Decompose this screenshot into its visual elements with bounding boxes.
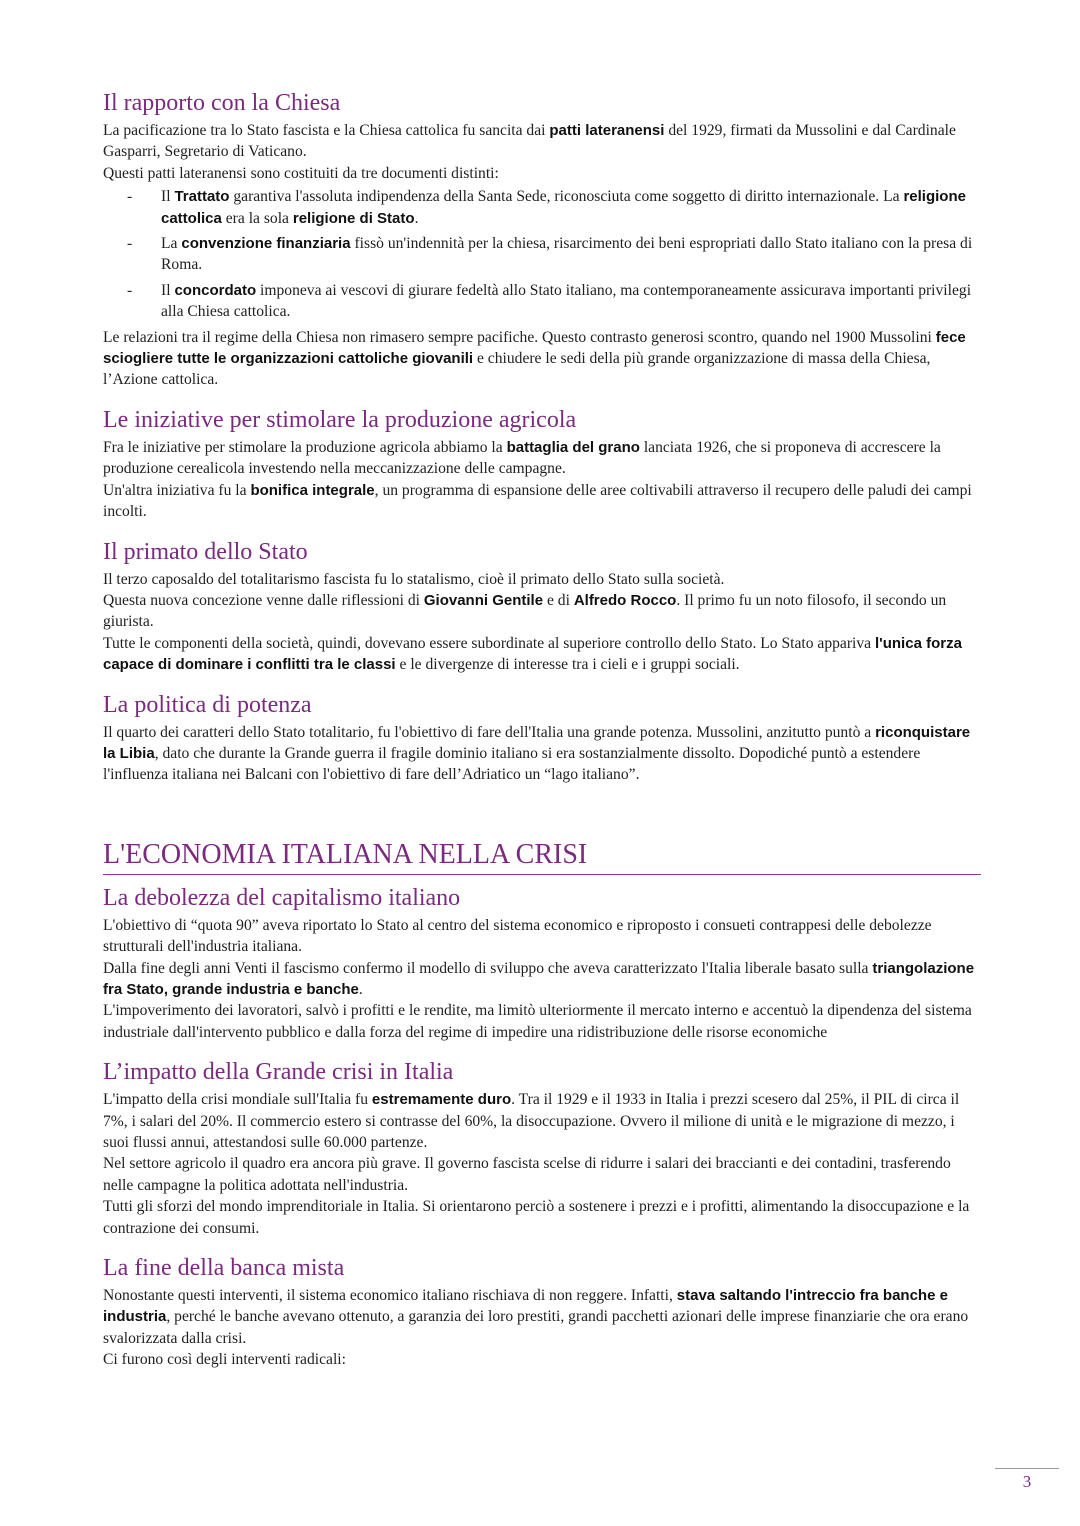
paragraph: Nonostante questi interventi, il sistema economico italiano rischiava di non reggere. Infatti, stava saltando l'intreccio fra banche e industria, perché le banche avevano ottenuto, a garanzia dei loro prestiti, grandi pacchetti azionari delle imprese finanziarie che ora erano svalorizzata dalla crisi. (103, 1287, 969, 1347)
paragraph: Questi patti lateranensi sono costituiti da tre documenti distinti: (103, 164, 499, 182)
paragraph: Nel settore agricolo il quadro era ancora più grave. Il governo fascista scelse di ridurre i salari dei braccianti e dei contadini, trasferendo nelle campagne la politica adottata nell'industria. (103, 1155, 951, 1194)
chapter-title: L'ECONOMIA ITALIANA NELLA CRISI (103, 838, 981, 875)
section-title: La politica di potenza (103, 691, 312, 718)
page-number: 3 (1022, 1472, 1032, 1491)
list-item: - Il concordato imponeva ai vescovi di giurare fedeltà allo Stato italiano, ma contemporaneamente assicurava importanti privilegi alla Chiesa cattolica. (127, 281, 972, 321)
dash-bullet: - (127, 188, 133, 206)
paragraph: Tutte le componenti della società, quindi, dovevano essere subordinate al superiore controllo dello Stato. Lo Stato appariva l'unica forza capace di dominare i conflitti tra le classi e le divergenze di interesse tra i cieli e i gruppi sociali. (103, 634, 962, 674)
section-title: La fine della banca mista (103, 1255, 345, 1282)
section-impatto-crisi (103, 1057, 981, 1239)
section-title: Le iniziative per stimolare la produzione agricola (103, 406, 577, 433)
document-page (103, 88, 981, 1385)
paragraph: Dalla fine degli anni Venti il fascismo confermo il modello di sviluppo che aveva caratterizzato l'Italia liberale basato sulla triangolazione fra Stato, grande industria e banche. (103, 959, 975, 998)
paragraph: Il terzo caposaldo del totalitarismo fascista fu lo statalismo, cioè il primato dello Stato sulla società. (103, 570, 725, 588)
section-title: La debolezza del capitalismo italiano (103, 884, 461, 911)
paragraph: Tutti gli sforzi del mondo imprenditoriale in Italia. Si orientarono perciò a sostenere i prezzi e i profitti, alimentando la disoccupazione e la contrazione dei consumi. (103, 1198, 970, 1237)
paragraph: Questa nuova concezione venne dalle riflessioni di Giovanni Gentile e di Alfredo Rocco. Il primo fu un noto filosofo, il secondo un giurista. (103, 591, 947, 631)
section-banca-mista (103, 1253, 981, 1371)
paragraph: L'impatto della crisi mondiale sull'Italia fu estremamente duro. Tra il 1929 e il 1933 in Italia i prezzi scesero dal 25%, il PIL di circa il 7%, i salari del 20%. Il commercio estero si contrasse del 60%, la disoccupazione. Ovvero il milione di unità e le migrazione di mezzo, i suoi flussi annui, attestandosi sulle 60.000 partenze. (103, 1091, 960, 1151)
section-title: Il primato dello Stato (103, 538, 308, 565)
paragraph: Un'altra iniziativa fu la bonifica integrale, un programma di espansione delle aree coltivabili attraverso il recupero delle paludi dei campi incolti. (103, 481, 972, 521)
section-politica-potenza (103, 690, 981, 786)
paragraph: Fra le iniziative per stimolare la produzione agricola abbiamo la battaglia del grano lanciata 1926, che si proponeva di accrescere la produzione cerealicola investendo nella meccanizzazione delle campagne. (103, 438, 941, 478)
list-item: - La convenzione finanziaria fissò un'indennità per la chiesa, risarcimento dei beni espropriati dallo Stato italiano con la presa di Roma. (127, 235, 973, 274)
footer-divider (995, 1468, 1059, 1469)
dash-bullet: - (127, 235, 133, 253)
paragraph: Ci furono così degli interventi radicali: (103, 1351, 346, 1369)
paragraph: L'impoverimento dei lavoratori, salvò i profitti e le rendite, ma limitò ulteriormente il mercato interno e accentuò la dipendenza del sistema industriale dall'intervento pubblico e dalla forza del regime di impedire una ridistribuzione delle risorse economiche (103, 1002, 972, 1041)
paragraph: Il quarto dei caratteri dello Stato totalitario, fu l'obiettivo di fare dell'Italia una grande potenza. Mussolini, anzitutto puntò a riconquistare la Libia, dato che durante la Grande guerra il fragile dominio italiano si era sostanzialmente dissolto. Dopodiché puntò a estendere l'influenza italiana nei Balcani con l'obiettivo di fare dell’Adriatico un “lago italiano”. (103, 723, 971, 784)
section-title: L’impatto della Grande crisi in Italia (103, 1059, 454, 1086)
section-rapporto-chiesa (103, 88, 981, 391)
list-item: - Il Trattato garantiva l'assoluta indipendenza della Santa Sede, riconosciuta come soggetto di diritto internazionale. La religione cattolica era la sola religione di Stato. (127, 188, 966, 227)
dash-bullet: - (127, 281, 133, 299)
paragraph: L'obiettivo di “quota 90” aveva riportato lo Stato al centro del sistema economico e riproposto i consueti contrappesi delle debolezze strutturali dell'industria italiana. (103, 916, 932, 956)
section-primato-stato (103, 537, 981, 676)
bullet-list (103, 186, 981, 322)
section-produzione-agricola (103, 405, 981, 523)
paragraph: La pacificazione tra lo Stato fascista e la Chiesa cattolica fu sancita dai patti lateranensi del 1929, firmati da Mussolini e dal Cardinale Gasparri, Segretario di Vaticano. (103, 122, 956, 161)
paragraph: Le relazioni tra il regime della Chiesa non rimasero sempre pacifiche. Questo contrasto generosi scontro, quando nel 1900 Mussolini fece sciogliere tutte le organizzazioni cattoliche giovanili e chiudere le sedi della più grande organizzazione di massa della Chiesa, l’Azione cattolica. (103, 328, 966, 389)
section-debolezza-capitalismo (103, 883, 981, 1043)
section-title: Il rapporto con la Chiesa (103, 90, 341, 116)
